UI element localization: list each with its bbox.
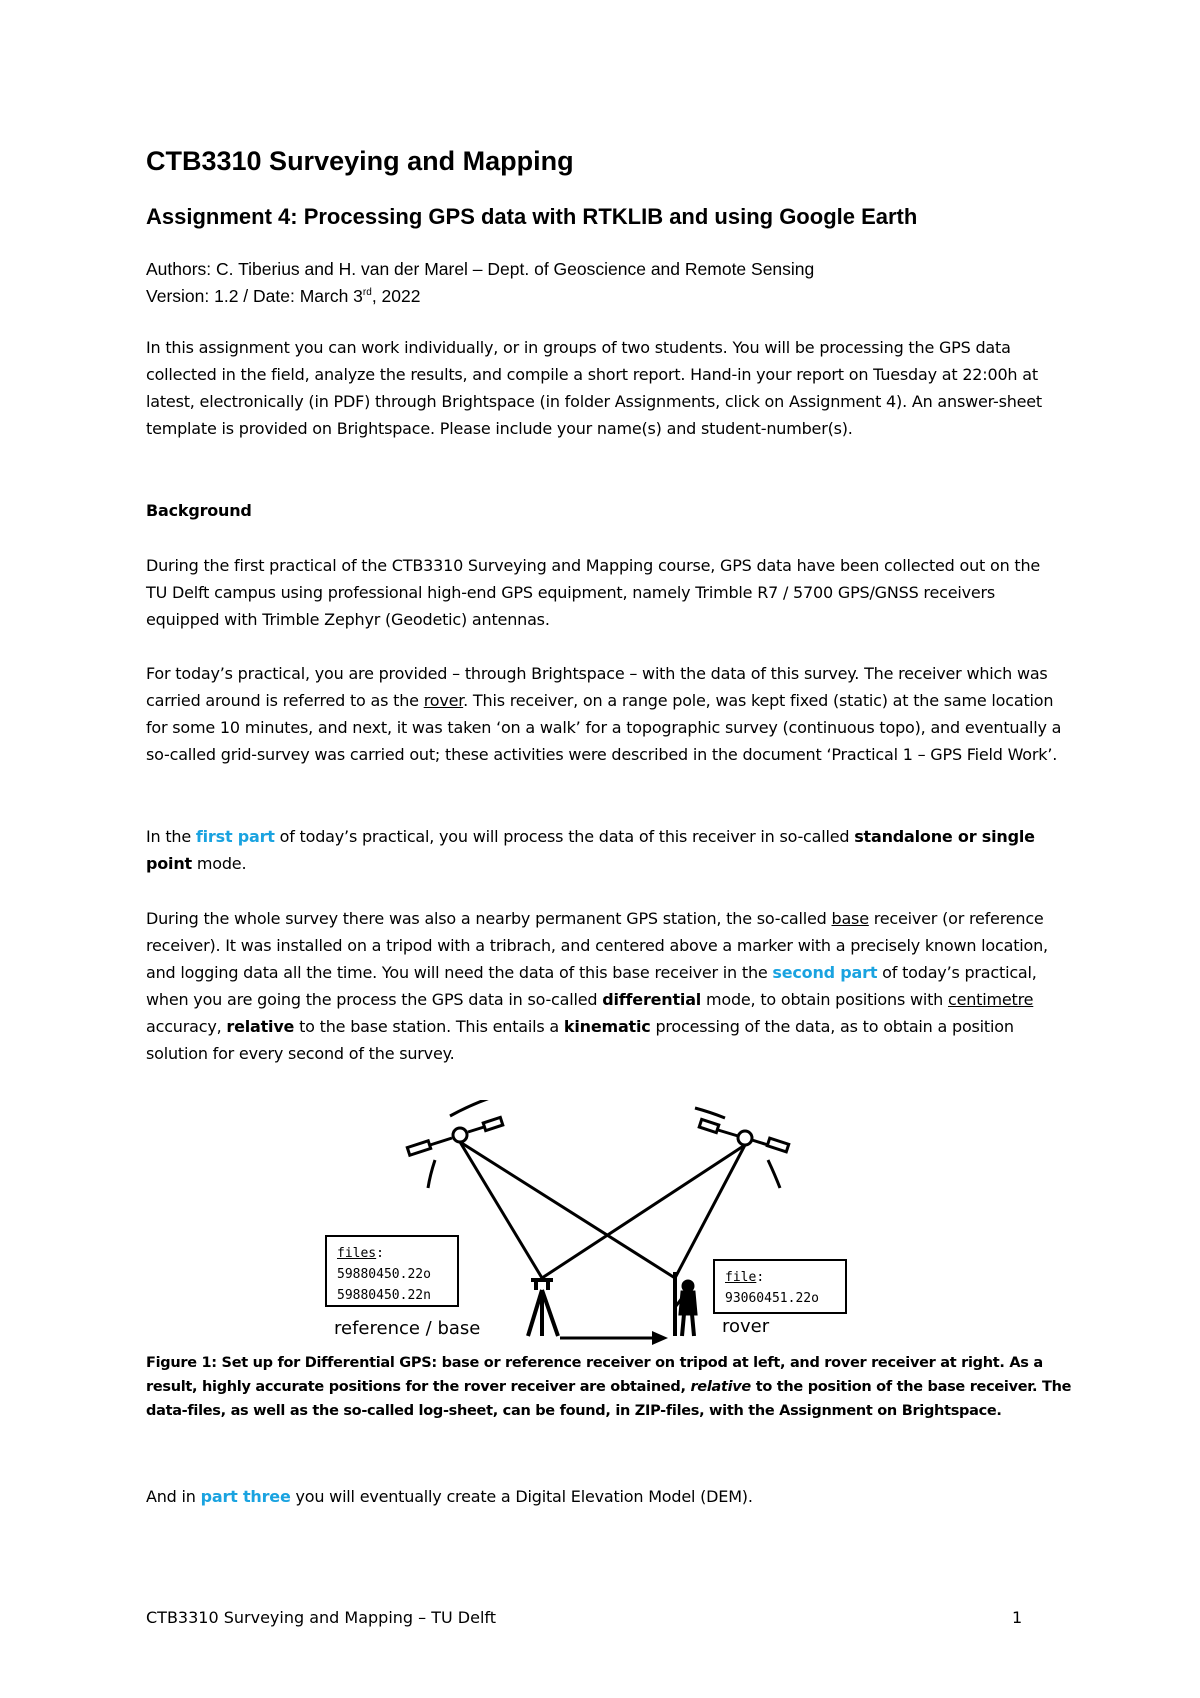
- p4-text-c: of today’s practical, when you are going the process the GPS data in so-called: [146, 963, 1037, 1009]
- p4-text-f: to the base station. This entails a: [294, 1017, 564, 1036]
- base-files-colon: :: [376, 1246, 384, 1261]
- closing-paragraph: [146, 1483, 1066, 1510]
- version-text: Version: 1.2 / Date: March 3: [146, 285, 363, 306]
- background-paragraph-2: [146, 660, 1066, 768]
- standalone-term: standalone or single point: [146, 827, 1035, 873]
- rover-files-colon: :: [756, 1270, 765, 1285]
- differential-term: differential: [602, 990, 702, 1009]
- closing-text-a: And in: [146, 1487, 201, 1506]
- version-year: , 2022: [371, 285, 421, 306]
- rover-files-heading: [725, 1267, 835, 1288]
- part-three-highlight: part three: [200, 1487, 291, 1506]
- background-paragraph-1: During the first practical of the CTB3310 Surveying and Mapping course, GPS data have been collected out on the TU Delft campus using professional high-end GPS equipment, namely Trimble R7 / 5700 GPS/GNSS receivers equipped with Trimble Zephyr (Geodetic) antennas.: [146, 556, 1041, 629]
- authors-block: [146, 258, 814, 308]
- base-files-heading: [337, 1243, 447, 1264]
- background-paragraph-4: [146, 905, 1066, 1067]
- rover-file-obs: 93060451.22o: [725, 1291, 819, 1306]
- base-term: base: [831, 909, 869, 928]
- page-title: CTB3310 Surveying and Mapping: [146, 146, 574, 176]
- base-files-label: files: [337, 1246, 377, 1261]
- kinematic-term: kinematic: [563, 1017, 651, 1036]
- rover-files-label: file: [725, 1270, 757, 1285]
- background-heading: Background: [146, 501, 252, 520]
- base-file-obs: 59880450.22o: [337, 1267, 431, 1282]
- page-footer: CTB3310 Surveying and Mapping – TU Delft: [146, 1608, 497, 1627]
- signal-lines: [460, 1142, 745, 1278]
- p3-text-b: of today’s practical, you will process the data of this receiver in so-called: [274, 827, 855, 846]
- closing-text-b: you will eventually create a Digital Elevation Model (DEM).: [290, 1487, 753, 1506]
- authors-line: Authors: C. Tiberius and H. van der Marel – Dept. of Geoscience and Remote Sensing: [146, 259, 815, 279]
- rover-files-box: [713, 1259, 847, 1314]
- tripod-base-icon: [528, 1280, 558, 1336]
- p4-text-e: accuracy,: [146, 1017, 227, 1036]
- caption-text-b: to the position of the base receiver. The data-files, as well as the so-called log-sheet, can be found, in ZIP-files, with the Assignment on Brightspace.: [146, 1379, 1072, 1419]
- page-number: 1: [1012, 1608, 1023, 1627]
- version-sup: rd: [362, 287, 372, 298]
- figure-caption: [146, 1351, 1076, 1423]
- rover-term: rover: [423, 691, 464, 710]
- background-paragraph-3: [146, 823, 1066, 877]
- base-files-box: [325, 1235, 459, 1307]
- p2-text-b: . This receiver, on a range pole, was kept fixed (static) at the same location for some 10 minutes, and next, it was taken ‘on a walk’ for a topographic survey (continuous topo), and eventually a so-called grid-survey was carried out; these activities were described in the document ‘Practical 1 – GPS Field Work’.: [146, 691, 1062, 764]
- relative-term: relative: [226, 1017, 295, 1036]
- version-line: [146, 281, 814, 308]
- base-file-nav: 59880450.22n: [337, 1288, 431, 1303]
- first-part-highlight: first part: [195, 827, 275, 846]
- base-label: reference / base: [334, 1318, 481, 1339]
- rover-label: rover: [722, 1316, 770, 1337]
- p4-text-g: processing of the data, as to obtain a position solution for every second of the survey.: [146, 1017, 1014, 1063]
- satellite-left-icon: [407, 1100, 502, 1188]
- baseline-arrow: [560, 1331, 668, 1345]
- second-part-highlight: second part: [772, 963, 878, 982]
- caption-text-a: Figure 1: Set up for Differential GPS: base or reference receiver on tripod at left, and rover receiver at right. As a result, highly accurate positions for the rover receiver are obtained,: [146, 1355, 1043, 1395]
- p4-text-a: During the whole survey there was also a nearby permanent GPS station, the so-called: [146, 909, 832, 928]
- p3-text-c: mode.: [191, 854, 247, 873]
- assignment-subtitle: Assignment 4: Processing GPS data with RTKLIB and using Google Earth: [146, 204, 918, 229]
- p4-text-d: mode, to obtain positions with: [701, 990, 948, 1009]
- caption-relative: relative: [690, 1379, 751, 1395]
- p2-text-a: For today’s practical, you are provided – through Brightspace – with the data of this survey. The receiver which was carried around is referred to as the: [146, 664, 1048, 710]
- rover-person-icon: [675, 1272, 696, 1336]
- intro-paragraph: In this assignment you can work individually, or in groups of two students. You will be processing the GPS data collected in the field, analyze the results, and compile a short report. Hand-in your report on Tuesday at 22:00h at latest, electronically (in PDF) through Brightspace (in folder Assignments, click on Assignment 4). An answer-sheet template is provided on Brightspace. Please include your name(s) and student-number(s).: [146, 338, 1043, 438]
- p4-text-b: receiver (or reference receiver). It was installed on a tripod with a tribrach, and centered above a marker with a precisely known location, and logging data all the time. You will need the data of this base receiver in the: [146, 909, 1048, 982]
- centimetre-term: centimetre: [948, 990, 1034, 1009]
- p3-text-a: In the: [146, 827, 196, 846]
